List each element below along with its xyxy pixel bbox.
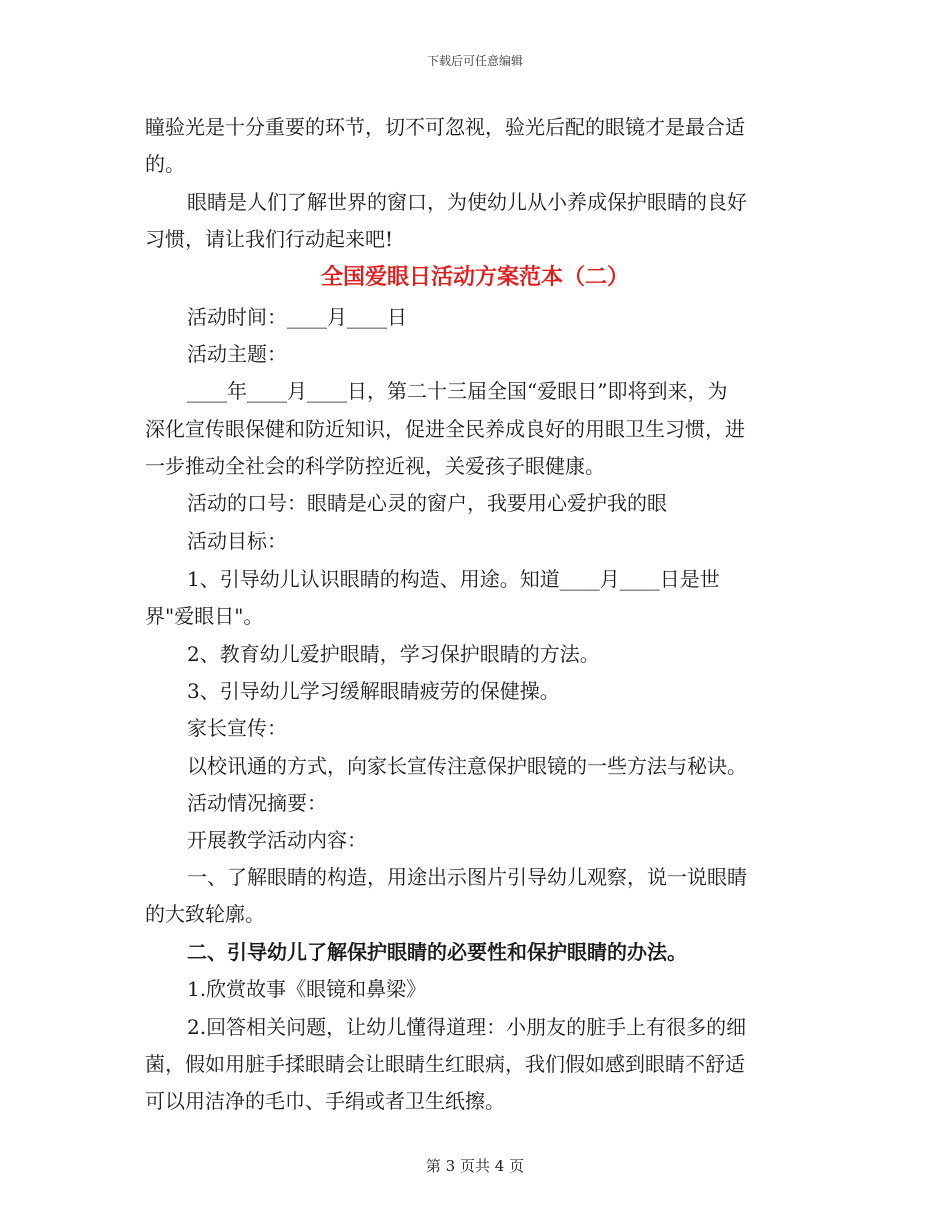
body-line: 3、引导幼儿学习缓解眼睛疲劳的保健操。 (187, 679, 560, 703)
body-line: 2、教育幼儿爱护眼睛，学习保护眼睛的方法。 (187, 642, 600, 666)
page-header: 下载后可任意编辑 (426, 54, 523, 68)
body-line: 活动目标： (187, 529, 287, 553)
section-title: 全国爱眼日活动方案范本（二） (320, 264, 629, 290)
body-line: 瞳验光是十分重要的环节，切不可忽视，验光后配的眼镜才是最合适 (145, 115, 745, 139)
body-line: 眼睛是人们了解世界的窗口，为使幼儿从小养成保护眼睛的良好 (187, 190, 747, 214)
body-line: 2.回答相关问题，让幼儿懂得道理：小朋友的脏手上有很多的细 (187, 1015, 747, 1039)
body-line: 一、了解眼睛的构造，用途出示图片引导幼儿观察，说一说眼睛 (187, 865, 747, 889)
body-line: 一步推动全社会的科学防控近视，关爱孩子眼健康。 (145, 454, 605, 478)
body-line: 家长宣传： (187, 716, 287, 740)
body-line: 可以用洁净的毛巾、手绢或者卫生纸擦。 (145, 1089, 505, 1113)
body-line: 活动时间：____月____日 (187, 305, 407, 329)
body-line: 1.欣赏故事《眼镜和鼻梁》 (187, 977, 427, 1001)
body-line-bold: 二、引导幼儿了解保护眼睛的必要性和保护眼睛的办法。 (187, 940, 687, 964)
body-line: 的大致轮廓。 (145, 902, 265, 926)
body-line: 深化宣传眼保健和防近知识，促进全民养成良好的用眼卫生习惯，进 (145, 417, 745, 441)
page-footer: 第 3 页共 4 页 (425, 1157, 525, 1175)
body-line: ____年____月____日，第二十三届全国“爱眼日”即将到来，为 (187, 379, 728, 403)
body-line: 以校讯通的方式，向家长宣传注意保护眼镜的一些方法与秘诀。 (187, 754, 747, 778)
body-line: 活动主题： (187, 342, 287, 366)
body-line: 活动的口号：眼睛是心灵的窗户，我要用心爱护我的眼 (187, 491, 667, 515)
body-line: 的。 (145, 152, 185, 176)
body-line: 活动情况摘要： (187, 791, 327, 815)
body-line: 习惯，请让我们行动起来吧! (145, 227, 394, 251)
body-line: 开展教学活动内容： (187, 828, 367, 852)
body-line: 1、引导幼儿认识眼睛的构造、用途。知道____月____日是世 (187, 567, 720, 591)
body-line: 菌，假如用脏手揉眼睛会让眼睛生红眼病，我们假如感到眼睛不舒适 (145, 1052, 745, 1076)
body-line: 界"爱眼日"。 (145, 604, 264, 628)
